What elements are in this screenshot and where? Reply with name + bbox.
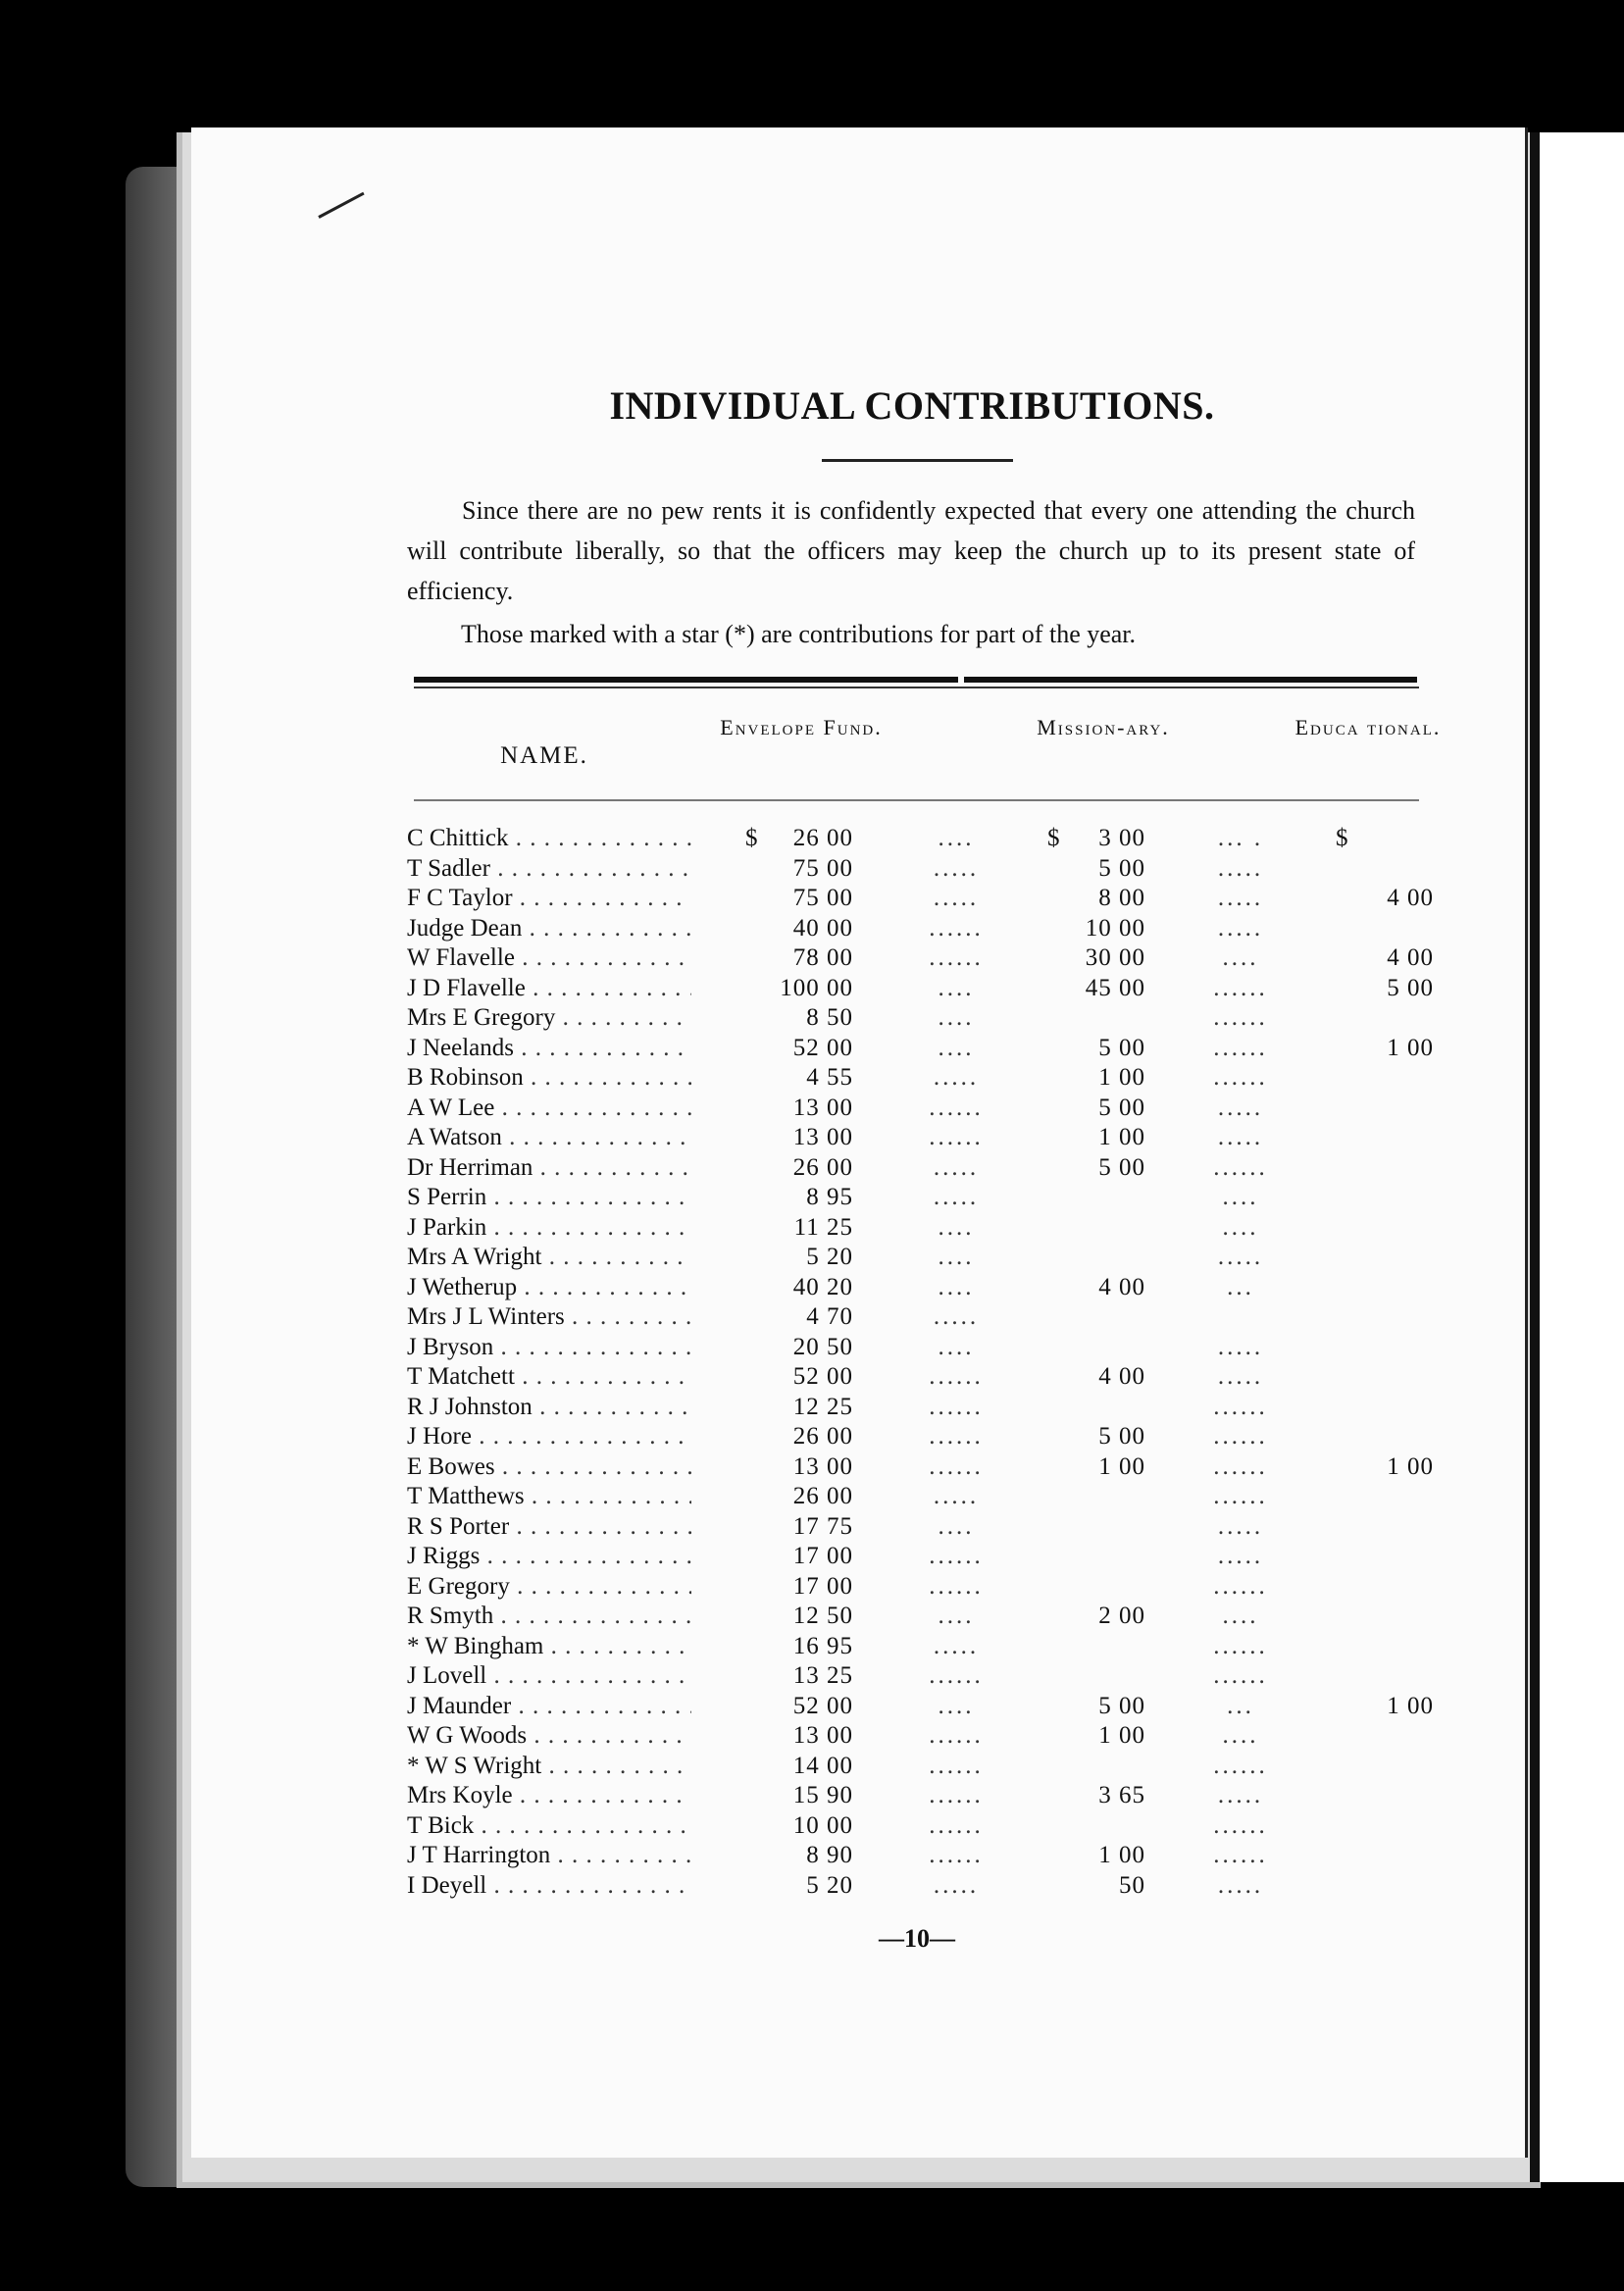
- envelope-fund-amount: 52 00: [792, 1034, 853, 1061]
- missionary-amount: 50: [1119, 1871, 1145, 1899]
- missionary-amount: 1 00: [1098, 1842, 1145, 1868]
- page-title: INDIVIDUAL CONTRIBUTIONS.: [609, 383, 1215, 428]
- leader-dots: ....: [938, 1213, 975, 1241]
- table-row: [0, 1183, 1624, 1213]
- leader-dots: ....: [1222, 944, 1259, 971]
- contributor-name: * W Bingham . . .: [407, 1632, 691, 1661]
- envelope-fund-amount: 8 50: [806, 1004, 853, 1031]
- contributor-name: J Riggs . . .: [407, 1542, 691, 1571]
- contributor-name: W Flavelle . . .: [407, 943, 691, 973]
- missionary-amount: 4 00: [1098, 1273, 1145, 1300]
- contributions-table: [0, 824, 1624, 1901]
- envelope-fund-amount: 11 25: [793, 1213, 853, 1241]
- leader-dots: ......: [1213, 1811, 1268, 1839]
- envelope-fund-amount: 4 70: [806, 1303, 853, 1330]
- leader-dots: .....: [1217, 1094, 1264, 1121]
- contributor-name: Dr Herriman . . .: [407, 1153, 691, 1183]
- missionary-amount: 3 65: [1098, 1782, 1145, 1808]
- table-row: [0, 1094, 1624, 1124]
- envelope-fund-amount: 100 00: [780, 974, 853, 1001]
- leader-dots: ......: [929, 1572, 984, 1600]
- leader-dots: ......: [929, 1752, 984, 1779]
- contributor-name: J Wetherup . . .: [407, 1273, 691, 1302]
- missionary-amount: 2 00: [1098, 1603, 1145, 1629]
- contributor-name: J Parkin . . .: [407, 1213, 691, 1243]
- leader-dots: ....: [1222, 1603, 1259, 1629]
- table-row: [0, 854, 1624, 885]
- table-row: [0, 974, 1624, 1004]
- table-row: [0, 1602, 1624, 1632]
- leader-dots: ......: [1213, 974, 1268, 1001]
- header-missionary: Mission-ary.: [1037, 715, 1170, 739]
- table-row: [0, 1752, 1624, 1782]
- leader-dots: .....: [933, 1303, 980, 1330]
- table-row: [0, 1243, 1624, 1273]
- missionary-amount: 45 00: [1085, 974, 1145, 1001]
- leader-dots: .....: [1217, 1543, 1264, 1569]
- contributor-name: Mrs J L Winters . . .: [407, 1302, 691, 1332]
- table-row: [0, 1123, 1624, 1153]
- leader-dots: ......: [1213, 1034, 1268, 1061]
- leader-dots: ......: [1213, 1393, 1268, 1420]
- envelope-fund-amount: 13 00: [792, 1722, 853, 1749]
- leader-dots: ......: [929, 1662, 984, 1689]
- table-row: [0, 1302, 1624, 1333]
- contributor-name: J D Flavelle . . .: [407, 974, 691, 1003]
- leader-dots: ......: [1213, 1153, 1268, 1181]
- contributor-name: A Watson . . .: [407, 1123, 691, 1152]
- header-envelope-fund: Envelope Fund.: [720, 715, 883, 739]
- leader-dots: ......: [929, 1423, 984, 1450]
- contributor-name: J Neelands . . .: [407, 1034, 691, 1063]
- leader-dots: ....: [938, 1603, 975, 1629]
- table-row: [0, 1452, 1624, 1483]
- envelope-fund-amount: 13 00: [792, 1094, 853, 1121]
- page-number: —10—: [879, 1924, 955, 1953]
- table-top-rule-right: [964, 677, 1417, 683]
- missionary-amount: 30 00: [1085, 944, 1145, 971]
- contributor-name: Mrs Koyle . . .: [407, 1781, 691, 1810]
- envelope-fund-amount: 20 50: [792, 1333, 853, 1360]
- contributor-name: F C Taylor . . .: [407, 884, 691, 913]
- table-row: [0, 884, 1624, 914]
- table-row: [0, 1362, 1624, 1393]
- envelope-fund-amount: 10 00: [792, 1811, 853, 1839]
- envelope-fund-amount: 4 55: [806, 1064, 853, 1091]
- table-row: [0, 1034, 1624, 1064]
- leader-dots: .....: [933, 1064, 980, 1091]
- leader-dots: .....: [933, 1153, 980, 1181]
- table-row: [0, 1333, 1624, 1363]
- leader-dots: ....: [938, 825, 975, 851]
- educational-amount: 5 00: [1387, 974, 1434, 1001]
- table-row: [0, 1422, 1624, 1452]
- contributor-name: R S Porter . . .: [407, 1512, 691, 1542]
- leader-dots: ......: [1213, 1572, 1268, 1600]
- leader-dots: ......: [929, 1811, 984, 1839]
- table-top-rule-left: [414, 677, 958, 683]
- missionary-amount: 10 00: [1085, 914, 1145, 942]
- leader-dots: .....: [933, 1184, 980, 1210]
- missionary-amount: 1 00: [1098, 1124, 1145, 1150]
- educational-amount: 1 00: [1387, 1452, 1434, 1480]
- leader-dots: ....: [1222, 1213, 1259, 1241]
- contributor-name: * W S Wright . . .: [407, 1752, 691, 1781]
- contributor-name: J Hore . . .: [407, 1422, 691, 1451]
- leader-dots: ......: [929, 1722, 984, 1749]
- contributor-name: B Robinson . . .: [407, 1063, 691, 1093]
- contributor-name: Judge Dean . . .: [407, 914, 691, 943]
- table-row: [0, 1153, 1624, 1184]
- contributor-name: S Perrin . . .: [407, 1183, 691, 1212]
- envelope-fund-amount: 75 00: [792, 854, 853, 882]
- contributor-name: T Sadler . . .: [407, 854, 691, 884]
- leader-dots: ......: [929, 914, 984, 942]
- leader-dots: .....: [1217, 1363, 1264, 1390]
- contributor-name: T Bick . . .: [407, 1811, 691, 1841]
- envelope-fund-amount: 17 00: [792, 1572, 853, 1600]
- contributor-name: J T Harrington . . .: [407, 1841, 691, 1870]
- contributor-name: C Chittick . . .: [407, 824, 691, 853]
- leader-dots: ......: [1213, 1452, 1268, 1480]
- envelope-fund-amount: 26 00: [792, 1483, 853, 1509]
- envelope-fund-amount: 5 20: [806, 1871, 853, 1899]
- leader-dots: ......: [929, 944, 984, 971]
- envelope-fund-amount: 16 95: [792, 1632, 853, 1659]
- leader-dots: .....: [933, 1632, 980, 1659]
- leader-dots: ....: [938, 1692, 975, 1719]
- currency-symbol: $: [1336, 825, 1348, 851]
- leader-dots: ......: [929, 1842, 984, 1868]
- missionary-amount: 1 00: [1098, 1064, 1145, 1091]
- contributor-name: J Lovell . . .: [407, 1661, 691, 1691]
- envelope-fund-amount: 26 00: [792, 1153, 853, 1181]
- missionary-amount: 5 00: [1098, 1094, 1145, 1121]
- educational-amount: 1 00: [1387, 1034, 1434, 1061]
- leader-dots: .....: [1217, 1124, 1264, 1150]
- table-row: [0, 1721, 1624, 1752]
- leader-dots: .....: [1217, 914, 1264, 942]
- envelope-fund-amount: 75 00: [792, 885, 853, 911]
- envelope-fund-amount: 17 00: [792, 1543, 853, 1569]
- envelope-fund-amount: 14 00: [792, 1752, 853, 1779]
- table-row: [0, 1512, 1624, 1543]
- leader-dots: ......: [1213, 1662, 1268, 1689]
- envelope-fund-amount: 5 20: [806, 1244, 853, 1270]
- leader-dots: ....: [938, 1004, 975, 1031]
- contributor-name: R J Johnston . . .: [407, 1393, 691, 1422]
- leader-dots: ....: [938, 1512, 975, 1540]
- leader-dots: .....: [1217, 854, 1264, 882]
- leader-dots: ......: [929, 1393, 984, 1420]
- currency-symbol: $: [745, 825, 758, 851]
- contributor-name: T Matchett . . .: [407, 1362, 691, 1392]
- leader-dots: ......: [929, 1543, 984, 1569]
- envelope-fund-amount: 52 00: [792, 1363, 853, 1390]
- header-educational: Educa tional.: [1294, 715, 1442, 739]
- leader-dots: .....: [933, 854, 980, 882]
- intro-paragraph: Since there are no pew rents it is confidently expected that every one attending the church will contribute liberally, so that the officers may keep the church up to its present state of efficiency.: [407, 496, 1415, 605]
- table-row: [0, 1692, 1624, 1722]
- table-row: [0, 1841, 1624, 1871]
- table-top-thin-rule: [414, 687, 1419, 688]
- table-row: [0, 1661, 1624, 1692]
- leader-dots: ....: [938, 1244, 975, 1270]
- table-row: [0, 1811, 1624, 1842]
- leader-dots: ......: [1213, 1632, 1268, 1659]
- contributor-name: E Gregory . . .: [407, 1572, 691, 1602]
- leader-dots: ......: [1213, 1842, 1268, 1868]
- missionary-amount: 5 00: [1098, 854, 1145, 882]
- table-row: [0, 1632, 1624, 1662]
- contributor-name: E Bowes . . .: [407, 1452, 691, 1482]
- missionary-amount: 5 00: [1098, 1423, 1145, 1450]
- contributor-name: J Maunder . . .: [407, 1692, 691, 1721]
- currency-symbol: $: [1047, 825, 1060, 851]
- table-row: [0, 1003, 1624, 1034]
- leader-dots: ......: [929, 1452, 984, 1480]
- contributor-name: T Matthews . . .: [407, 1482, 691, 1511]
- envelope-fund-amount: 40 20: [792, 1273, 853, 1300]
- envelope-fund-amount: 52 00: [792, 1692, 853, 1719]
- table-row: [0, 1063, 1624, 1094]
- missionary-amount: 5 00: [1098, 1034, 1145, 1061]
- leader-dots: .....: [1217, 1782, 1264, 1808]
- missionary-amount: 1 00: [1098, 1452, 1145, 1480]
- table-row: [0, 1572, 1624, 1603]
- envelope-fund-amount: 12 25: [792, 1393, 853, 1420]
- leader-dots: ......: [1213, 1483, 1268, 1509]
- missionary-amount: 5 00: [1098, 1153, 1145, 1181]
- table-row: [0, 1273, 1624, 1303]
- leader-dots: ......: [1213, 1004, 1268, 1031]
- envelope-fund-amount: 15 90: [792, 1782, 853, 1808]
- contributor-name: I Deyell . . .: [407, 1871, 691, 1901]
- envelope-fund-amount: 13 00: [792, 1124, 853, 1150]
- leader-dots: ......: [929, 1094, 984, 1121]
- envelope-fund-amount: 26 00: [792, 825, 853, 851]
- educational-amount: 4 00: [1387, 944, 1434, 971]
- leader-dots: ....: [1222, 1184, 1259, 1210]
- leader-dots: ... .: [1217, 825, 1264, 851]
- table-row: [0, 914, 1624, 944]
- star-note: Those marked with a star (*) are contributions for part of the year.: [461, 620, 1137, 648]
- envelope-fund-amount: 8 90: [806, 1842, 853, 1868]
- envelope-fund-amount: 12 50: [792, 1603, 853, 1629]
- header-rule: [414, 799, 1419, 801]
- table-row: [0, 1871, 1624, 1902]
- envelope-fund-amount: 17 75: [792, 1512, 853, 1540]
- leader-dots: ...: [1227, 1692, 1254, 1719]
- table-row: [0, 1393, 1624, 1423]
- contributor-name: W G Woods . . .: [407, 1721, 691, 1751]
- table-row: [0, 943, 1624, 974]
- table-row: [0, 1213, 1624, 1244]
- missionary-amount: 5 00: [1098, 1692, 1145, 1719]
- leader-dots: .....: [1217, 885, 1264, 911]
- title-underline: [822, 459, 1013, 462]
- missionary-amount: 1 00: [1098, 1722, 1145, 1749]
- leader-dots: .....: [1217, 1244, 1264, 1270]
- missionary-amount: 3 00: [1098, 825, 1145, 851]
- educational-amount: 4 00: [1387, 885, 1434, 911]
- envelope-fund-amount: 8 95: [806, 1184, 853, 1210]
- leader-dots: ...: [1227, 1273, 1254, 1300]
- leader-dots: ......: [929, 1363, 984, 1390]
- leader-dots: ....: [1222, 1722, 1259, 1749]
- leader-dots: .....: [1217, 1512, 1264, 1540]
- missionary-amount: 8 00: [1098, 885, 1145, 911]
- contributor-name: R Smyth . . .: [407, 1602, 691, 1631]
- educational-amount: 1 00: [1387, 1692, 1434, 1719]
- leader-dots: ....: [938, 1034, 975, 1061]
- table-row: [0, 1781, 1624, 1811]
- leader-dots: ....: [938, 974, 975, 1001]
- leader-dots: ......: [929, 1782, 984, 1808]
- envelope-fund-amount: 13 25: [792, 1662, 853, 1689]
- leader-dots: .....: [1217, 1871, 1264, 1899]
- leader-dots: ......: [929, 1124, 984, 1150]
- leader-dots: ......: [1213, 1064, 1268, 1091]
- leader-dots: ....: [938, 1273, 975, 1300]
- envelope-fund-amount: 13 00: [792, 1452, 853, 1480]
- leader-dots: .....: [933, 885, 980, 911]
- leader-dots: .....: [933, 1483, 980, 1509]
- leader-dots: .....: [933, 1871, 980, 1899]
- envelope-fund-amount: 78 00: [792, 944, 853, 971]
- leader-dots: ......: [1213, 1752, 1268, 1779]
- leader-dots: .....: [1217, 1333, 1264, 1360]
- contributor-name: A W Lee . . .: [407, 1094, 691, 1123]
- table-row: [0, 1482, 1624, 1512]
- leader-dots: ....: [938, 1333, 975, 1360]
- contributor-name: J Bryson . . .: [407, 1333, 691, 1362]
- table-row: [0, 1542, 1624, 1572]
- envelope-fund-amount: 26 00: [792, 1423, 853, 1450]
- contributor-name: Mrs E Gregory . . .: [407, 1003, 691, 1033]
- envelope-fund-amount: 40 00: [792, 914, 853, 942]
- leader-dots: ......: [1213, 1423, 1268, 1450]
- contributor-name: Mrs A Wright . . .: [407, 1243, 691, 1272]
- missionary-amount: 4 00: [1098, 1363, 1145, 1390]
- table-row: [0, 824, 1624, 854]
- header-name: NAME.: [500, 742, 588, 769]
